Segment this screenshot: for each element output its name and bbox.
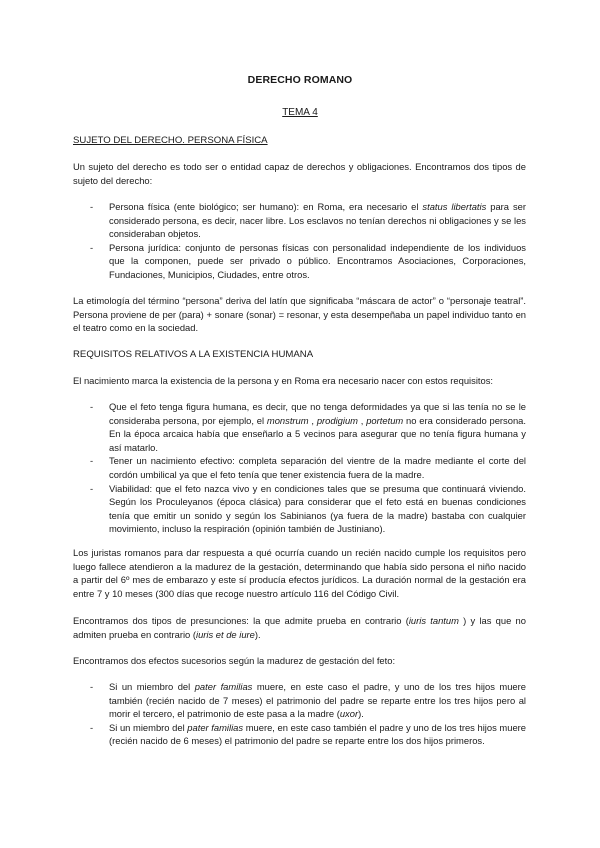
document-subtitle: TEMA 4 xyxy=(282,107,318,118)
list-item-efecto-6-meses: - Si un miembro del pater familias muere, en este caso también el padre y uno de los tres hijos muere (recién nacido de 6 meses) el patrimonio del padre se reparte entre los dos hijos primeros. xyxy=(73,721,526,748)
list-tipos-sujeto xyxy=(73,200,526,282)
document-title: DERECHO ROMANO xyxy=(247,74,353,86)
list-requisitos xyxy=(73,400,526,536)
list-item-persona-juridica: - Persona jurídica: conjunto de personas físicas con personalidad independiente de los individuos que la componen, puede ser privado o público. Encontramos Asociaciones, Corporaciones, Fundaciones, Municipios, Ciudades, entre otros. xyxy=(73,241,526,282)
section-heading-sujeto: SUJETO DEL DERECHO. PERSONA FÍSICA xyxy=(73,135,268,146)
paragraph-intro-sujeto: Un sujeto del derecho es todo ser o entidad capaz de derechos y obligaciones. Encontramos dos tipos de sujeto del derecho: xyxy=(73,161,526,186)
paragraph-juristas: Los juristas romanos para dar respuesta a qué ocurría cuando un recién nacido cumple los requisitos pero luego fallece atendieron a la madurez de la gestación, determinando que había sido persona el niño nacido a partir del 6º mes de embarazo y este sí producía efectos jurídicos. La duración normal de la gestación era entre 7 y 10 meses (300 días que recoge nuestro artículo 116 del Código Civil. xyxy=(73,547,526,599)
list-item-nacimiento-efectivo: - Tener un nacimiento efectivo: completa separación del vientre de la madre mediante el corte del cordón umbilical ya que el feto tenía que tener existencia fuera de la madre. xyxy=(73,454,526,481)
paragraph-efectos: Encontramos dos efectos sucesorios según la madurez de gestación del feto: xyxy=(73,655,396,666)
paragraph-intro-requisitos: El nacimiento marca la existencia de la persona y en Roma era necesario nacer con estos requisitos: xyxy=(73,375,494,386)
list-item-viabilidad: - Viabilidad: que el feto nazca vivo y en condiciones tales que se presuma que continuará viviendo. Según los Proculeyanos (época clásica) para considerar que el feto está en buenas condiciones tenía que emitir un sonido y según los Sabinianos (ya fuera de la madre) bastaba con cualquier movimiento, incluso la respiración (opinión también de Justiniano). xyxy=(73,482,526,536)
paragraph-presunciones: Encontramos dos tipos de presunciones: la que admite prueba en contrario (iuris tantum ) y las que no admiten prueba en contrario (iuris et de iure). xyxy=(73,615,526,640)
list-efectos xyxy=(73,680,526,748)
list-item-figura-humana: - Que el feto tenga figura humana, es decir, que no tenga deformidades ya que si las tenía no se le consideraba persona, por ejemplo, el monstrum , prodigium , portetum no era considerado persona. En la época arcaica había que enseñarlo a 5 vecinos para asegurar que no tenía figura humana y así matarlo. xyxy=(73,400,526,454)
list-item-persona-fisica: - Persona física (ente biológico; ser humano): en Roma, era necesario el status libertatis para ser considerado persona, es decir, nacer libre. Los esclavos no tenían derechos ni obligaciones y se les consideraban objetos. xyxy=(73,200,526,241)
paragraph-etimologia: La etimología del término “persona” deriva del latín que significaba “máscara de actor” o “personaje teatral”. Persona proviene de per (para) + sonare (sonar) = resonar, y esta desempeñaba un papel individuo tanto en el teatro como en la sociedad. xyxy=(73,295,526,334)
list-item-efecto-7-meses: - Si un miembro del pater familias muere, en este caso el padre, y uno de los tres hijos muere también (recién nacido de 7 meses) el patrimonio del padre se reparte entre los tres hijos pero al morir el tercero, el patrimonio de este pasa a la madre (uxor). xyxy=(73,680,526,721)
section-heading-requisitos: REQUISITOS RELATIVOS A LA EXISTENCIA HUMANA xyxy=(73,349,314,360)
